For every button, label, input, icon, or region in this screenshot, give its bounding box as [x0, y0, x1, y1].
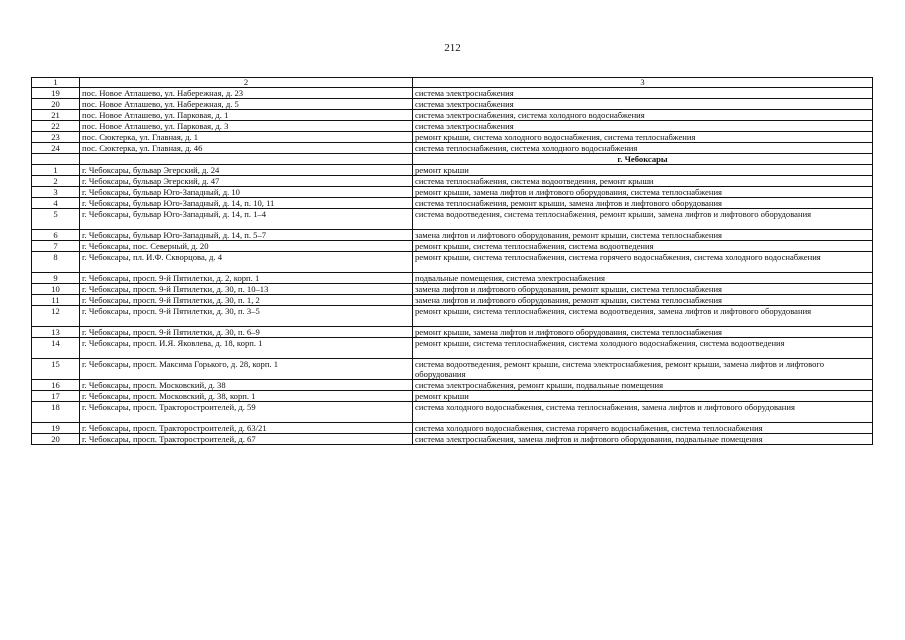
table-row: [32, 88, 873, 99]
row-number: 14: [32, 338, 80, 359]
works-cell: система холодного водоснабжения, система горячего водоснабжения, система теплоснабжения: [413, 423, 873, 434]
address-cell: г. Чебоксары, просп. Московский, д. 38, корп. 1: [80, 391, 413, 402]
address-cell: г. Чебоксары, бульвар Юго-Западный, д. 14, п. 1–4: [80, 209, 413, 230]
row-number: 5: [32, 209, 80, 230]
table-row: [32, 391, 873, 402]
section-row: [32, 154, 873, 165]
address-cell: г. Чебоксары, просп. И.Я. Яковлева, д. 18, корп. 1: [80, 338, 413, 359]
address-cell: г. Чебоксары, просп. 9-й Пятилетки, д. 30, п. 1, 2: [80, 295, 413, 306]
works-cell: система электроснабжения: [413, 121, 873, 132]
row-number: 17: [32, 391, 80, 402]
works-cell: система холодного водоснабжения, система теплоснабжения, замена лифтов и лифтового оборудования: [413, 402, 873, 423]
table-row: [32, 252, 873, 273]
address-cell: г. Чебоксары, просп. 9-й Пятилетки, д. 30, п. 3–5: [80, 306, 413, 327]
address-cell: г. Чебоксары, пл. И.Ф. Скворцова, д. 4: [80, 252, 413, 273]
row-number: 3: [32, 187, 80, 198]
works-cell: ремонт крыши: [413, 165, 873, 176]
address-cell: пос. Новое Атлашево, ул. Набережная, д. 23: [80, 88, 413, 99]
row-number: 4: [32, 198, 80, 209]
address-cell: г. Чебоксары, бульвар Юго-Западный, д. 14, п. 5–7: [80, 230, 413, 241]
row-number: 11: [32, 295, 80, 306]
works-cell: ремонт крыши, система теплоснабжения, система горячего водоснабжения, система холодного водоснабжения: [413, 252, 873, 273]
works-cell: система электроснабжения, замена лифтов и лифтового оборудования, подвальные помещения: [413, 434, 873, 445]
table-row: [32, 230, 873, 241]
row-number: 13: [32, 327, 80, 338]
works-cell: замена лифтов и лифтового оборудования, ремонт крыши, система теплоснабжения: [413, 284, 873, 295]
page-number: 212: [444, 42, 461, 54]
works-cell: система водоотведения, система теплоснабжения, ремонт крыши, замена лифтов и лифтового оборудования: [413, 209, 873, 230]
table-row: [32, 306, 873, 327]
row-number: 19: [32, 423, 80, 434]
empty-cell: [80, 154, 413, 165]
repair-schedule-table: [31, 77, 873, 445]
table-row: [32, 209, 873, 230]
works-cell: система электроснабжения, ремонт крыши, подвальные помещения: [413, 380, 873, 391]
table-row: [32, 241, 873, 252]
table-row: [32, 176, 873, 187]
row-number: 8: [32, 252, 80, 273]
row-number: 9: [32, 273, 80, 284]
address-cell: г. Чебоксары, бульвар Эгерский, д. 47: [80, 176, 413, 187]
table-row: [32, 99, 873, 110]
row-number: 7: [32, 241, 80, 252]
table-row: [32, 359, 873, 380]
works-cell: ремонт крыши, замена лифтов и лифтового оборудования, система теплоснабжения: [413, 187, 873, 198]
row-number: 12: [32, 306, 80, 327]
works-cell: система теплоснабжения, система водоотведения, ремонт крыши: [413, 176, 873, 187]
table-row: [32, 295, 873, 306]
address-cell: пос. Новое Атлашево, ул. Набережная, д. 5: [80, 99, 413, 110]
address-cell: г. Чебоксары, просп. Максима Горького, д. 28, корп. 1: [80, 359, 413, 380]
table-row: [32, 187, 873, 198]
table-row: [32, 338, 873, 359]
address-cell: г. Чебоксары, просп. 9-й Пятилетки, д. 30, п. 6–9: [80, 327, 413, 338]
table-row: [32, 110, 873, 121]
address-cell: пос. Сюктерка, ул. Главная, д. 46: [80, 143, 413, 154]
address-cell: г. Чебоксары, просп. Тракторостроителей, д. 63/21: [80, 423, 413, 434]
row-number: 1: [32, 165, 80, 176]
works-cell: ремонт крыши: [413, 391, 873, 402]
section-title: г. Чебоксары: [413, 154, 873, 165]
table-row: [32, 402, 873, 423]
works-cell: система электроснабжения, система холодного водоснабжения: [413, 110, 873, 121]
works-cell: система теплоснабжения, ремонт крыши, замена лифтов и лифтового оборудования: [413, 198, 873, 209]
works-cell: ремонт крыши, замена лифтов и лифтового оборудования, система теплоснабжения: [413, 327, 873, 338]
table-row: [32, 121, 873, 132]
row-number: 6: [32, 230, 80, 241]
row-number: 18: [32, 402, 80, 423]
row-number: 22: [32, 121, 80, 132]
table-row: [32, 198, 873, 209]
column-header: 2: [80, 78, 413, 88]
empty-cell: [32, 154, 80, 165]
row-number: 20: [32, 99, 80, 110]
address-cell: г. Чебоксары, просп. 9-й Пятилетки, д. 2, корп. 1: [80, 273, 413, 284]
works-cell: система теплоснабжения, система холодного водоснабжения: [413, 143, 873, 154]
works-cell: ремонт крыши, система холодного водоснабжения, система теплоснабжения: [413, 132, 873, 143]
works-cell: ремонт крыши, система теплоснабжения, система водоотведения: [413, 241, 873, 252]
works-cell: система электроснабжения: [413, 99, 873, 110]
works-cell: ремонт крыши, система теплоснабжения, система холодного водоснабжения, система водоотведения: [413, 338, 873, 359]
address-cell: г. Чебоксары, пос. Северный, д. 20: [80, 241, 413, 252]
table-row: [32, 284, 873, 295]
row-number: 15: [32, 359, 80, 380]
table-row: [32, 434, 873, 445]
works-cell: подвальные помещения, система электроснабжения: [413, 273, 873, 284]
address-cell: г. Чебоксары, бульвар Юго-Западный, д. 10: [80, 187, 413, 198]
row-number: 23: [32, 132, 80, 143]
table-row: [32, 273, 873, 284]
address-cell: г. Чебоксары, бульвар Юго-Западный, д. 14, п. 10, 11: [80, 198, 413, 209]
works-cell: замена лифтов и лифтового оборудования, ремонт крыши, система теплоснабжения: [413, 230, 873, 241]
row-number: 19: [32, 88, 80, 99]
table-row: [32, 423, 873, 434]
row-number: 2: [32, 176, 80, 187]
address-cell: г. Чебоксары, просп. Тракторостроителей, д. 59: [80, 402, 413, 423]
address-cell: пос. Сюктерка, ул. Главная, д. 1: [80, 132, 413, 143]
table-row: [32, 165, 873, 176]
column-header: 1: [32, 78, 80, 88]
row-number: 24: [32, 143, 80, 154]
address-cell: г. Чебоксары, просп. 9-й Пятилетки, д. 30, п. 10–13: [80, 284, 413, 295]
works-cell: замена лифтов и лифтового оборудования, ремонт крыши, система теплоснабжения: [413, 295, 873, 306]
address-cell: пос. Новое Атлашево, ул. Парковая, д. 1: [80, 110, 413, 121]
address-cell: г. Чебоксары, просп. Тракторостроителей, д. 67: [80, 434, 413, 445]
table-row: [32, 327, 873, 338]
column-header: 3: [413, 78, 873, 88]
address-cell: г. Чебоксары, бульвар Эгерский, д. 24: [80, 165, 413, 176]
table-header-row: [32, 78, 873, 88]
row-number: 16: [32, 380, 80, 391]
works-cell: система электроснабжения: [413, 88, 873, 99]
row-number: 20: [32, 434, 80, 445]
table-row: [32, 132, 873, 143]
works-cell: система водоотведения, ремонт крыши, система электроснабжения, ремонт крыши, замена лифтов и лифтового оборудования: [413, 359, 873, 380]
works-cell: ремонт крыши, система теплоснабжения, система водоотведения, замена лифтов и лифтового оборудования: [413, 306, 873, 327]
address-cell: пос. Новое Атлашево, ул. Парковая, д. 3: [80, 121, 413, 132]
table-row: [32, 380, 873, 391]
row-number: 21: [32, 110, 80, 121]
table-row: [32, 143, 873, 154]
address-cell: г. Чебоксары, просп. Московский, д. 38: [80, 380, 413, 391]
row-number: 10: [32, 284, 80, 295]
